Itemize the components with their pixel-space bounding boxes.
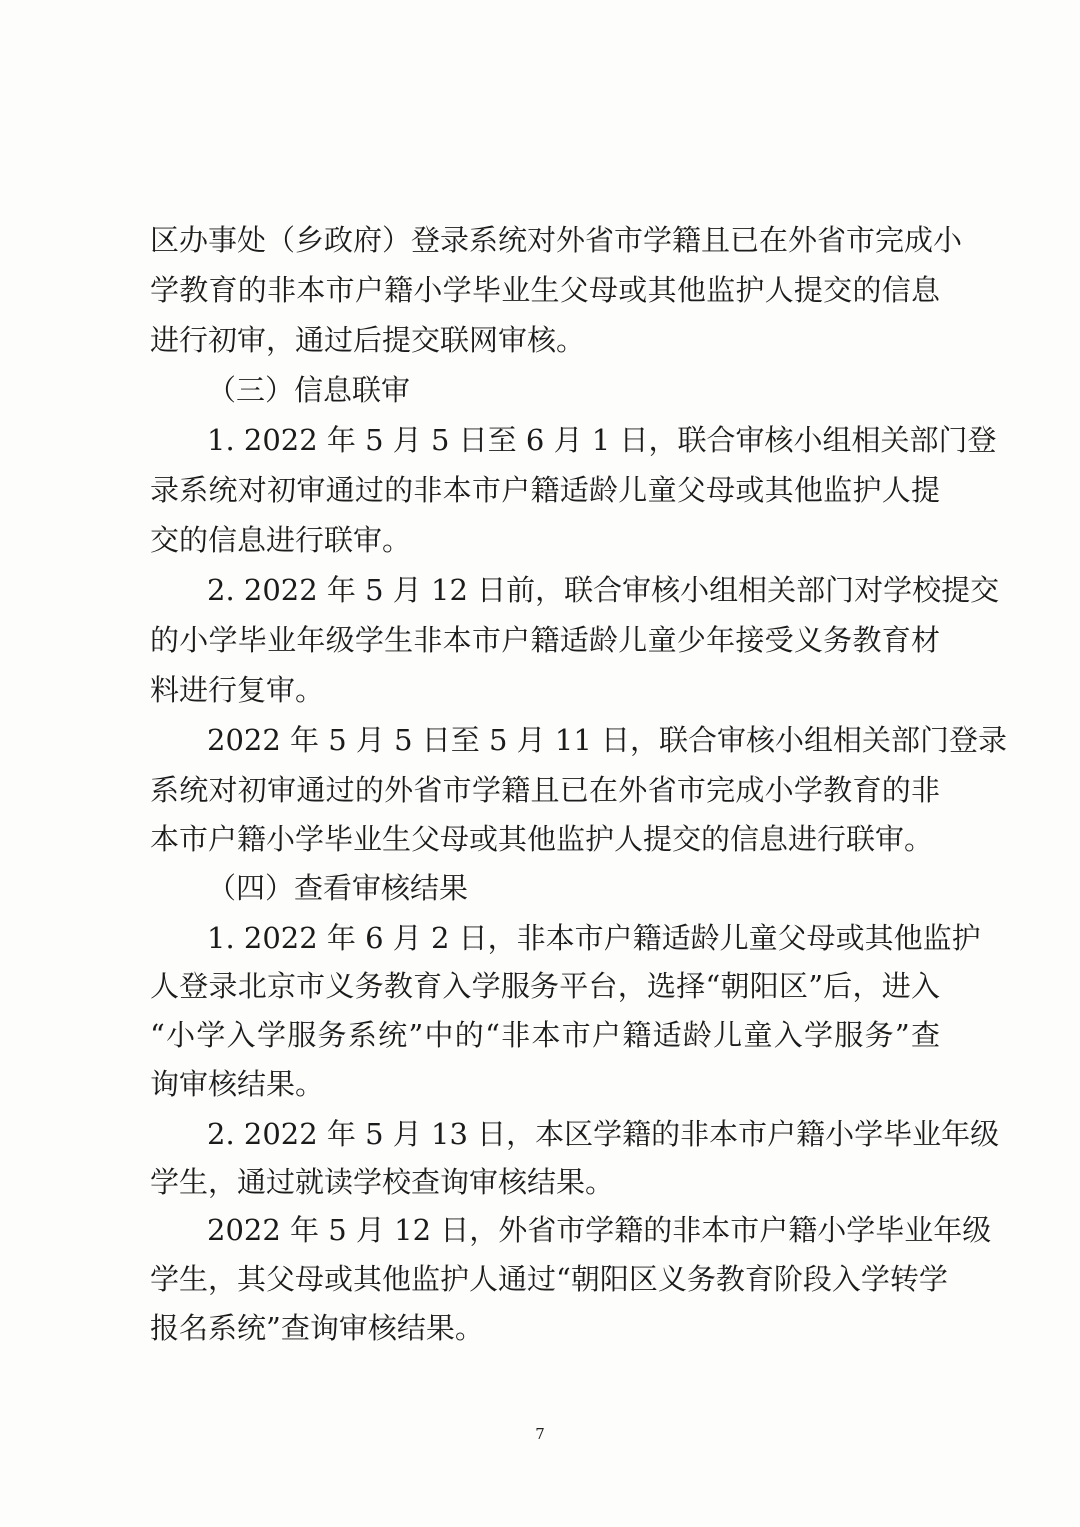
text-line: 学教育的非本市户籍小学毕业生父母或其他监护人提交的信息	[150, 273, 940, 307]
text-line: “小学入学服务系统”中的“非本市户籍适龄儿童入学服务”查	[150, 1018, 940, 1052]
text-line: 报名系统”查询审核结果。	[150, 1311, 484, 1345]
text-line: 料进行复审。	[150, 673, 325, 707]
text-line: 学生，通过就读学校查询审核结果。	[150, 1165, 615, 1199]
text-line: 1. 2022 年 6 月 2 日，非本市户籍适龄儿童父母或其他监护	[207, 921, 981, 955]
section-heading: （三）信息联审	[207, 373, 411, 407]
text-line: 人登录北京市义务教育入学服务平台，选择“朝阳区”后，进入	[150, 969, 940, 1003]
text-line: 1. 2022 年 5 月 5 日至 6 月 1 日，联合审核小组相关部门登	[207, 423, 997, 457]
text-line: 2. 2022 年 5 月 13 日，本区学籍的非本市户籍小学毕业年级	[207, 1117, 1000, 1151]
text-line: 录系统对初审通过的非本市户籍适龄儿童父母或其他监护人提	[150, 473, 940, 507]
text-line: 学生，其父母或其他监护人通过“朝阳区义务教育阶段入学转学	[150, 1262, 948, 1296]
text-line: 2. 2022 年 5 月 12 日前，联合审核小组相关部门对学校提交	[207, 573, 1000, 607]
text-line: 区办事处（乡政府）登录系统对外省市学籍且已在外省市完成小	[150, 223, 963, 257]
text-line: 2022 年 5 月 12 日，外省市学籍的非本市户籍小学毕业年级	[207, 1213, 992, 1247]
text-line: 的小学毕业年级学生非本市户籍适龄儿童少年接受义务教育材	[150, 623, 940, 657]
page-number: 7	[535, 1425, 545, 1443]
text-line: 系统对初审通过的外省市学籍且已在外省市完成小学教育的非	[150, 773, 940, 807]
text-line: 询审核结果。	[150, 1067, 325, 1101]
text-line: 进行初审，通过后提交联网审核。	[150, 323, 586, 357]
text-line: 交的信息进行联审。	[150, 523, 412, 557]
text-line: 本市户籍小学毕业生父母或其他监护人提交的信息进行联审。	[150, 822, 934, 856]
section-heading: （四）查看审核结果	[207, 871, 469, 905]
text-line: 2022 年 5 月 5 日至 5 月 11 日，联合审核小组相关部门登录	[207, 723, 1008, 757]
